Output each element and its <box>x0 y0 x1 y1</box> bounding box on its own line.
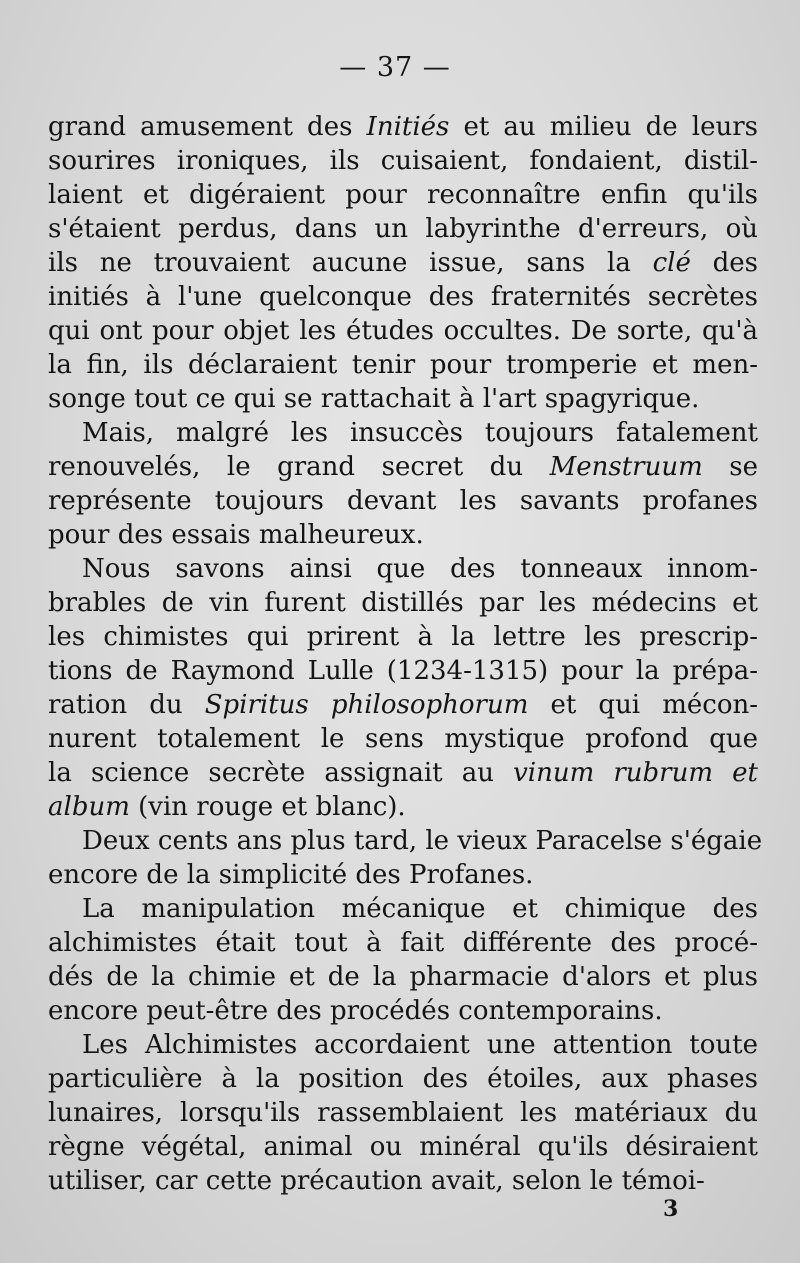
text-line: songe tout ce qui se rattachait à l'art spagyrique. <box>48 384 700 414</box>
text-line: tions de Raymond Lulle (1234-1315) pour la prépa- <box>48 656 758 686</box>
text-line: ils ne trouvaient aucune issue, sans la clé des <box>48 248 758 278</box>
text-line: ration du Spiritus philosophorum et qui mécon- <box>48 690 759 720</box>
text-line: Les Alchimistes accordaient une attention toute <box>82 1030 758 1060</box>
text-line: brables de vin furent distillés par les médecins et <box>48 588 758 618</box>
text-line: la fin, ils déclaraient tenir pour tromperie et men- <box>48 350 758 380</box>
text-line: album (vin rouge et blanc). <box>48 792 406 822</box>
italic-term: Spiritus philosophorum <box>204 690 529 720</box>
text-line: Nous savons ainsi que des tonneaux innom- <box>82 554 758 584</box>
text-line: particulière à la position des étoiles, aux phases <box>48 1064 758 1094</box>
italic-term: clé <box>652 248 691 278</box>
text-line: nurent totalement le sens mystique profond que <box>48 724 758 754</box>
text-line: La manipulation mécanique et chimique des <box>82 894 758 924</box>
text-line: initiés à l'une quelconque des fraternités secrètes <box>48 282 758 312</box>
text-line: pour des essais malheureux. <box>48 520 424 550</box>
text-line: renouvelés, le grand secret du Menstruum se <box>48 452 758 482</box>
text-line: dés de la chimie et de la pharmacie d'alors et plus <box>48 962 758 992</box>
text-line: utiliser, car cette précaution avait, selon le témoi- <box>48 1166 705 1196</box>
italic-term: vinum rubrum et <box>513 758 758 788</box>
text-line: encore peut-être des procédés contemporains. <box>48 996 663 1026</box>
paragraph <box>48 1028 758 1198</box>
text-line: encore de la simplicité des Profanes. <box>48 860 534 890</box>
text-line: grand amusement des Initiés et au milieu de leurs <box>48 112 758 142</box>
text-line: qui ont pour objet les études occultes. De sorte, qu'à <box>48 316 758 346</box>
italic-term: Menstruum <box>549 452 703 482</box>
body-text <box>48 110 763 1198</box>
text-line: les chimistes qui prirent à la lettre les prescrip- <box>48 622 758 652</box>
paragraph <box>48 824 763 892</box>
paragraph <box>48 416 758 552</box>
text-line: sourires ironiques, ils cuisaient, fondaient, distil- <box>48 146 758 176</box>
text-line: la science secrète assignait au vinum rubrum et <box>48 758 758 788</box>
signature-mark: 3 <box>663 1196 679 1222</box>
text-line: règne végétal, animal ou minéral qu'ils désiraient <box>48 1132 758 1162</box>
text-line: laient et digéraient pour reconnaître enfin qu'ils <box>48 180 758 210</box>
text-line: lunaires, lorsqu'ils rassemblaient les matériaux du <box>48 1098 758 1128</box>
italic-term: Initiés <box>366 112 450 142</box>
paragraph <box>48 892 758 1028</box>
italic-term: album <box>48 792 130 822</box>
page-number: — 37 — <box>339 52 451 83</box>
text-line: représente toujours devant les savants profanes <box>48 486 758 516</box>
paragraph <box>48 552 758 824</box>
text-line: s'étaient perdus, dans un labyrinthe d'erreurs, où <box>48 214 758 244</box>
text-line: Mais, malgré les insuccès toujours fatalement <box>82 418 758 448</box>
text-line: Deux cents ans plus tard, le vieux Paracelse s'égaie <box>82 826 763 856</box>
text-line: alchimistes était tout à fait différente des procé- <box>48 928 758 958</box>
paragraph <box>48 110 758 416</box>
